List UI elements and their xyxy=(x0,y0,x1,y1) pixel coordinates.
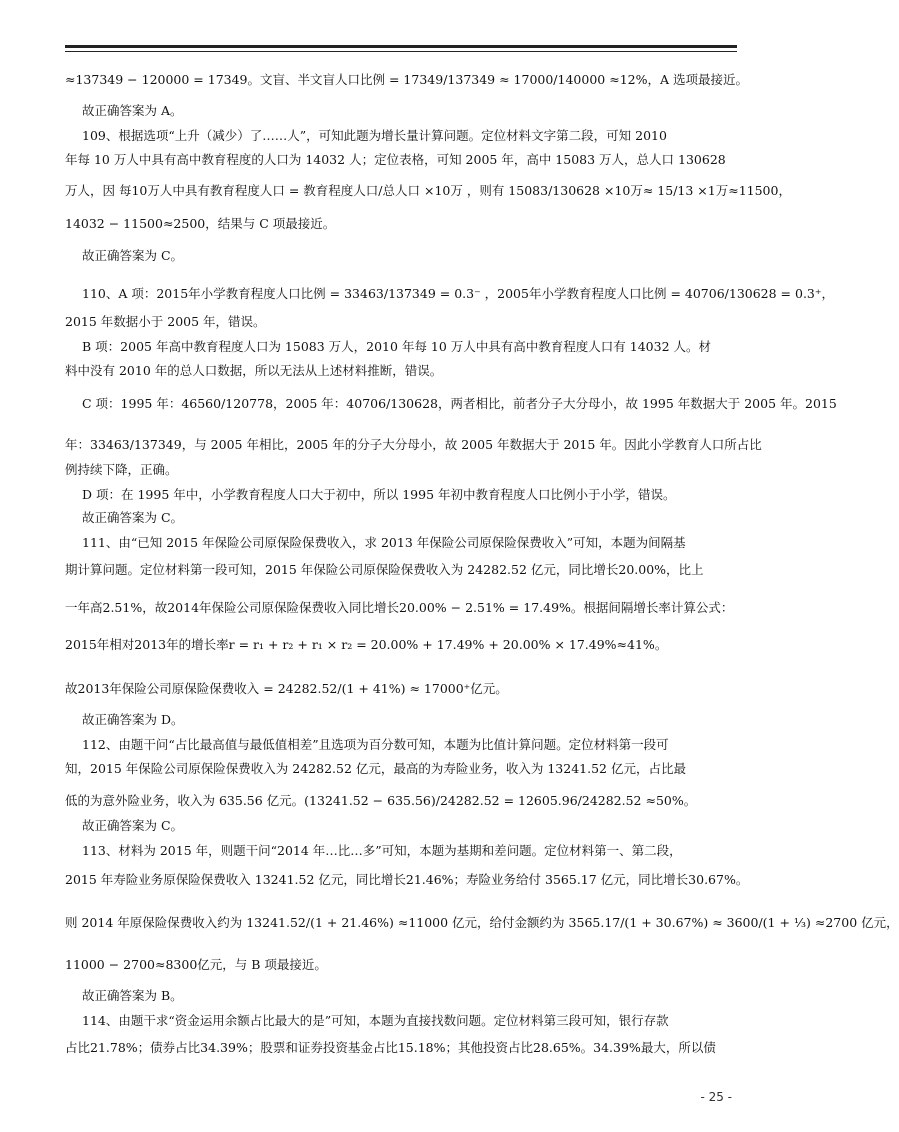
text-line: 年每 10 万人中具有高中教育程度的人口为 14032 人；定位表格，可知 2005 年，高中 15083 万人，总人口 130628 xyxy=(65,152,726,167)
answer-line: 故正确答案为 C。 xyxy=(82,248,184,263)
question-110-line: 110、A 项：2015年小学教育程度人口比例 = 33463/137349 = 0.3⁻ ，2005年小学教育程度人口比例 = 40706/130628 = 0.3⁺， xyxy=(82,286,834,301)
question-112-line: 112、由题干问“占比最高值与最低值相差”且选项为百分数可知，本题为比值计算问题。定位材料第一段可 xyxy=(82,737,669,752)
formula-line: 故2013年保险公司原保险保费收入 = 24282.52/(1 + 41%) ≈ 17000⁺亿元。 xyxy=(65,681,508,696)
text-line: 2015 年数据小于 2005 年，错误。 xyxy=(65,314,266,329)
text-line: 占比21.78%；债券占比34.39%；股票和证券投资基金占比15.18%；其他投资占比28.65%。34.39%最大，所以债 xyxy=(65,1040,716,1055)
text-line: 例持续下降，正确。 xyxy=(65,462,178,477)
formula-line: 2015年相对2013年的增长率r = r₁ + r₂ + r₁ × r₂ = 20.00% + 17.49% + 20.00% × 17.49%≈41%。 xyxy=(65,637,668,652)
question-111-line: 111、由“已知 2015 年保险公司原保险保费收入，求 2013 年保险公司原保险保费收入”可知，本题为间隔基 xyxy=(82,535,686,550)
answer-line: 故正确答案为 A。 xyxy=(82,103,183,118)
text-line: D 项：在 1995 年中，小学教育程度人口大于初中，所以 1995 年初中教育程度人口比例小于小学，错误。 xyxy=(82,487,676,502)
text-line: 期计算问题。定位材料第一段可知，2015 年保险公司原保险保费收入为 24282.52 亿元，同比增长20.00%，比上 xyxy=(65,562,704,577)
text-line: 14032 − 11500≈2500，结果与 C 项最接近。 xyxy=(65,216,336,231)
question-113-line: 113、材料为 2015 年，则题干问“2014 年…比…多”可知，本题为基期和差问题。定位材料第一、第二段， xyxy=(82,843,682,858)
text-line: 万人，因 每10万人中具有教育程度人口 = 教育程度人口/总人口 ×10万 ，则有 15083/130628 ×10万≈ 15/13 ×1万≈11500， xyxy=(65,183,791,198)
answer-line: 故正确答案为 B。 xyxy=(82,988,183,1003)
text-line: 年：33463/137349，与 2005 年相比，2005 年的分子大分母小，故 2005 年数据大于 2015 年。因此小学教育人口所占比 xyxy=(65,437,762,452)
page-number: - 25 - xyxy=(700,1090,732,1104)
answer-line: 故正确答案为 C。 xyxy=(82,818,184,833)
text-line: 料中没有 2010 年的总人口数据，所以无法从上述材料推断，错误。 xyxy=(65,363,443,378)
answer-line: 故正确答案为 C。 xyxy=(82,510,184,525)
text-line: B 项：2005 年高中教育程度人口为 15083 万人，2010 年每 10 万人中具有高中教育程度人口有 14032 人。材 xyxy=(82,339,712,354)
text-line: 一年高2.51%，故2014年保险公司原保险保费收入同比增长20.00% − 2.51% = 17.49%。根据间隔增长率计算公式： xyxy=(65,600,734,615)
text-line: 低的为意外险业务，收入为 635.56 亿元。(13241.52 − 635.56)/24282.52 = 12605.96/24282.52 ≈50%。 xyxy=(65,793,697,808)
question-109-line: 109、根据选项“上升（减少）了……人”，可知此题为增长量计算问题。定位材料文字第二段，可知 2010 xyxy=(82,128,667,143)
answer-line: 故正确答案为 D。 xyxy=(82,712,184,727)
text-line: 2015 年寿险业务原保险保费收入 13241.52 亿元，同比增长21.46%；寿险业务给付 3565.17 亿元，同比增长30.67%。 xyxy=(65,872,749,887)
question-114-line: 114、由题干求“资金运用余额占比最大的是”可知，本题为直接找数问题。定位材料第三段可知，银行存款 xyxy=(82,1013,669,1028)
text-line: 知，2015 年保险公司原保险保费收入为 24282.52 亿元，最高的为寿险业务，收入为 13241.52 亿元，占比最 xyxy=(65,761,686,776)
text-line: ≈137349 − 120000 = 17349。文盲、半文盲人口比例 = 17349/137349 ≈ 17000/140000 ≈12%，A 选项最接近。 xyxy=(65,72,748,87)
text-line: 则 2014 年原保险保费收入约为 13241.52/(1 + 21.46%) ≈11000 亿元，给付金额约为 3565.17/(1 + 30.67%) ≈ 3600/(1 + ⅓) ≈2700 亿元， xyxy=(65,915,899,930)
text-line: C 项：1995 年：46560/120778，2005 年：40706/130628，两者相比，前者分子大分母小，故 1995 年数据大于 2005 年。2015 xyxy=(82,396,837,411)
text-line: 11000 − 2700≈8300亿元，与 B 项最接近。 xyxy=(65,957,327,972)
